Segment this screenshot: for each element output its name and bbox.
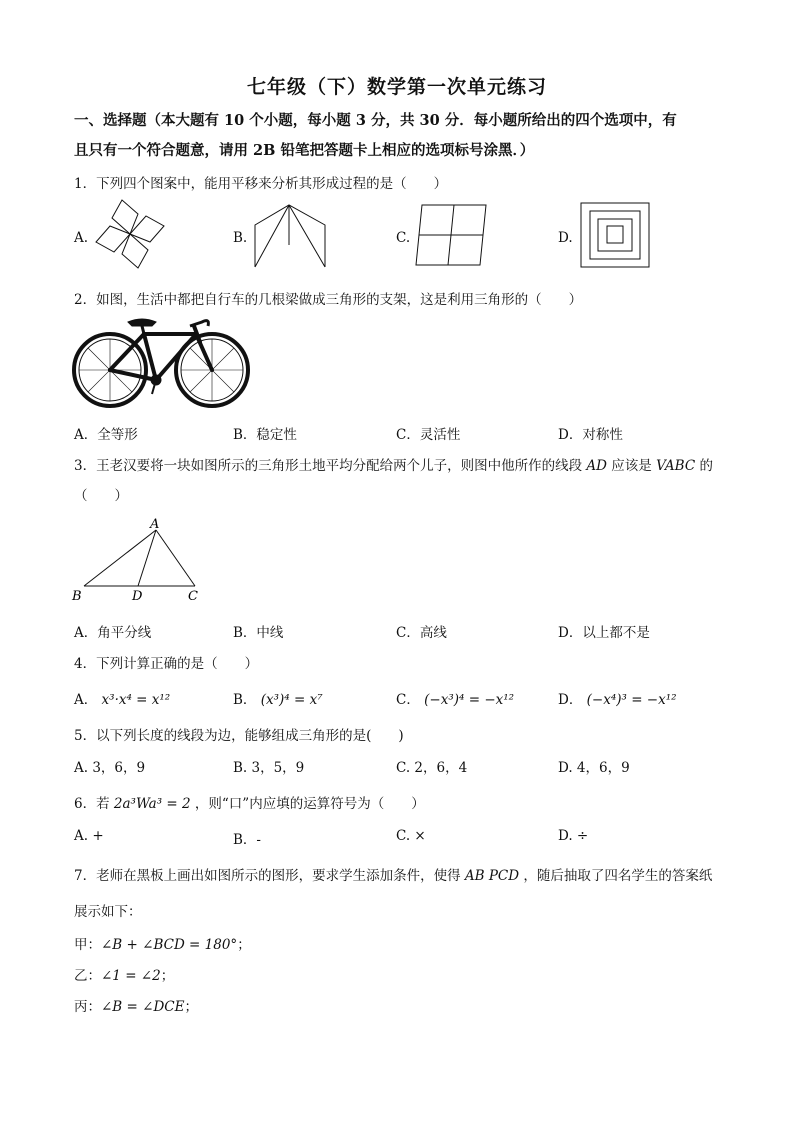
question-1-option-d: D. bbox=[558, 230, 573, 246]
question-3-stem bbox=[74, 454, 713, 474]
question-1-stem: 1．下列四个图案中，能用平移来分析其形成过程的是（ ） bbox=[74, 176, 448, 192]
question-6-stem-start: 6．若 bbox=[74, 796, 110, 812]
question-6-option-b: B．- bbox=[233, 832, 261, 848]
triangle-abc-figure bbox=[70, 516, 210, 604]
question-3-stem-tail1: 应该是 bbox=[611, 458, 652, 474]
question-3-option-a: A．角平分线 bbox=[74, 625, 152, 641]
parallelogram-grid-figure bbox=[416, 203, 488, 267]
page-title: 七年级（下）数学第一次单元练习 bbox=[246, 76, 547, 98]
question-2-stem: 2．如图，生活中都把自行车的几根梁做成三角形的支架，这是利用三角形的（ ） bbox=[74, 292, 583, 308]
question-3-stem-tail2: 的 bbox=[699, 458, 713, 474]
question-6-option-a: A. + bbox=[74, 828, 104, 844]
question-7-stem-start: 7．老师在黑板上画出如图所示的图形，要求学生添加条件，使得 bbox=[74, 868, 461, 884]
vertex-label-a: A bbox=[150, 517, 160, 532]
question-3-option-b: B．中线 bbox=[233, 625, 284, 641]
nested-squares-figure bbox=[580, 202, 650, 268]
answer-bing-end: ； bbox=[184, 999, 198, 1015]
vertex-label-c: C bbox=[188, 589, 198, 604]
question-7-stem-line2: 展示如下： bbox=[74, 904, 142, 920]
question-2-option-a: A．全等形 bbox=[74, 427, 138, 443]
question-4-option-d-math: (−x⁴)³ = −x¹² bbox=[586, 692, 677, 708]
question-5-option-a: A. 3，6，9 bbox=[74, 760, 146, 776]
bicycle-figure bbox=[72, 312, 250, 410]
question-7-answer-yi bbox=[74, 964, 174, 984]
answer-yi-name: 乙： bbox=[74, 968, 101, 984]
question-6-option-d: D. ÷ bbox=[558, 828, 589, 844]
question-1-option-a: A. bbox=[74, 230, 89, 246]
question-2-option-c: C．灵活性 bbox=[396, 427, 461, 443]
question-5-option-c: C. 2，6，4 bbox=[396, 760, 468, 776]
question-5-option-b: B. 3，5，9 bbox=[233, 760, 305, 776]
question-4-option-d-letter: D． bbox=[558, 692, 583, 708]
question-6-stem-end: ，则“口”内应填的运算符号为（ ） bbox=[194, 796, 425, 812]
answer-jia-expr: ∠B + ∠BCD = 180° bbox=[101, 937, 238, 953]
question-3-stem-math-ad: AD bbox=[586, 458, 607, 474]
question-3-stem-text: 3．王老汉要将一块如图所示的三角形土地平均分配给两个儿子，则图中他所作的线段 bbox=[74, 458, 583, 474]
question-3-option-c: C．高线 bbox=[396, 625, 447, 641]
question-2-option-d: D．对称性 bbox=[558, 427, 623, 443]
pinwheel-figure bbox=[92, 196, 168, 272]
vertex-label-b: B bbox=[72, 589, 82, 604]
answer-jia-end: ； bbox=[237, 937, 251, 953]
question-1-option-c: C. bbox=[396, 230, 411, 246]
question-7-stem bbox=[74, 864, 712, 884]
question-4-option-b-letter: B． bbox=[233, 692, 257, 708]
question-4-option-c-math: (−x³)⁴ = −x¹² bbox=[424, 692, 515, 708]
question-2-option-b: B．稳定性 bbox=[233, 427, 297, 443]
question-7-stem-end: ，随后抽取了四名学生的答案纸 bbox=[523, 868, 713, 884]
question-1-option-b: B. bbox=[233, 230, 248, 246]
question-4-option-a bbox=[74, 688, 170, 708]
question-3-stem-math-abc: VABC bbox=[656, 458, 696, 474]
answer-yi-expr: ∠1 = ∠2 bbox=[101, 968, 161, 984]
question-4-option-b bbox=[233, 688, 323, 708]
question-4-option-d bbox=[558, 688, 677, 708]
question-4-option-a-math: x³·x⁴ = x¹² bbox=[101, 692, 171, 708]
answer-jia-name: 甲： bbox=[74, 937, 101, 953]
question-3-stem-line2: （ ） bbox=[74, 488, 128, 504]
question-4-option-a-letter: A． bbox=[74, 692, 98, 708]
question-7-stem-math: AB PCD bbox=[464, 868, 520, 884]
question-4-stem: 4．下列计算正确的是（ ） bbox=[74, 656, 259, 672]
question-6-stem bbox=[74, 792, 425, 812]
question-7-answer-jia bbox=[74, 933, 251, 953]
question-6-option-c: C. × bbox=[396, 828, 426, 844]
question-4-option-c-letter: C． bbox=[396, 692, 420, 708]
question-5-stem: 5．以下列长度的线段为边，能够组成三角形的是( ) bbox=[74, 728, 404, 744]
question-6-stem-math: 2a³Wa³ = 2 bbox=[113, 796, 191, 812]
question-3-option-d: D．以上都不是 bbox=[558, 625, 650, 641]
folded-shape-figure bbox=[253, 203, 327, 269]
question-4-option-b-math: (x³)⁴ = x⁷ bbox=[260, 692, 323, 708]
question-7-answer-bing bbox=[74, 995, 198, 1015]
section-heading-line1: 一、选择题（本大题有 10 个小题，每小题 3 分，共 30 分．每小题所给出的四个选项中，有 bbox=[74, 112, 677, 129]
section-heading-line2: 且只有一个符合题意，请用 2B 铅笔把答题卡上相应的选项标号涂黑．） bbox=[74, 142, 535, 159]
point-label-d: D bbox=[132, 589, 143, 604]
question-5-option-d: D. 4，6，9 bbox=[558, 760, 630, 776]
answer-yi-end: ； bbox=[160, 968, 175, 984]
question-4-option-c bbox=[396, 688, 514, 708]
answer-bing-name: 丙： bbox=[74, 999, 101, 1015]
answer-bing-expr: ∠B = ∠DCE bbox=[101, 999, 185, 1015]
